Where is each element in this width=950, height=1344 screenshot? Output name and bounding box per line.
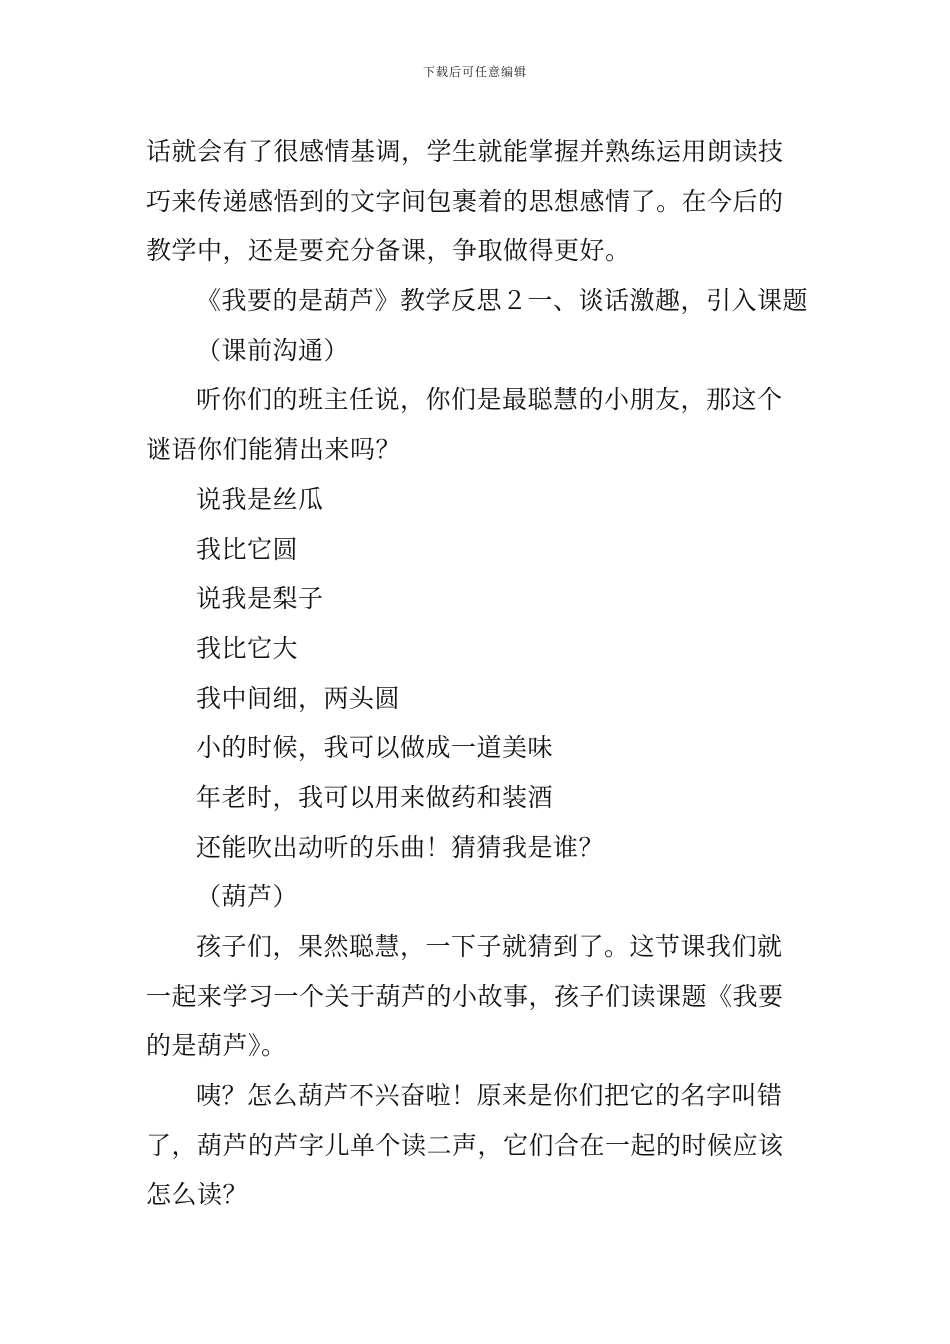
text-line-13: 小的时候，我可以做成一道美味 (196, 733, 554, 763)
text-line-18: 一起来学习一个关于葫芦的小故事，孩子们读课题《我要 (146, 981, 784, 1011)
text-line-3: 教学中，还是要充分备课，争取做得更好。 (146, 236, 631, 266)
text-line-10: 说我是梨子 (196, 584, 324, 614)
text-line-15: 还能吹出动听的乐曲！猜猜我是谁？ (196, 832, 605, 862)
text-line-4: 《我要的是葫芦》教学反思２一、谈话激趣，引入课题 (196, 286, 809, 316)
page-header: 下载后可任意编辑 (422, 65, 527, 79)
text-line-6: 听你们的班主任说，你们是最聪慧的小朋友，那这个 (196, 385, 783, 415)
text-line-19: 的是葫芦》。 (146, 1031, 287, 1061)
text-line-22: 怎么读？ (146, 1180, 249, 1210)
text-line-1: 话就会有了很感情基调，学生就能掌握并熟练运用朗读技 (146, 137, 784, 166)
text-line-8: 说我是丝瓜 (196, 484, 324, 514)
text-line-11: 我比它大 (196, 633, 299, 663)
text-line-12: 我中间细，两头圆 (196, 683, 401, 713)
document-body (146, 127, 809, 1220)
text-line-9: 我比它圆 (196, 534, 299, 564)
text-line-2: 巧来传递感悟到的文字间包裹着的思想感情了。在今后的 (146, 186, 784, 216)
text-line-17: 孩子们，果然聪慧，一下子就猜到了。这节课我们就 (196, 932, 783, 961)
text-line-21: 了，葫芦的芦字儿单个读二声，它们合在一起的时候应该 (146, 1130, 784, 1160)
text-line-14: 年老时，我可以用来做药和装酒 (196, 782, 554, 812)
text-line-20: 咦？怎么葫芦不兴奋啦！原来是你们把它的名字叫错 (196, 1081, 783, 1111)
text-line-16: （葫芦） (196, 882, 299, 912)
text-line-5: （课前沟通） (196, 335, 350, 365)
text-line-7: 谜语你们能猜出来吗？ (146, 435, 402, 465)
